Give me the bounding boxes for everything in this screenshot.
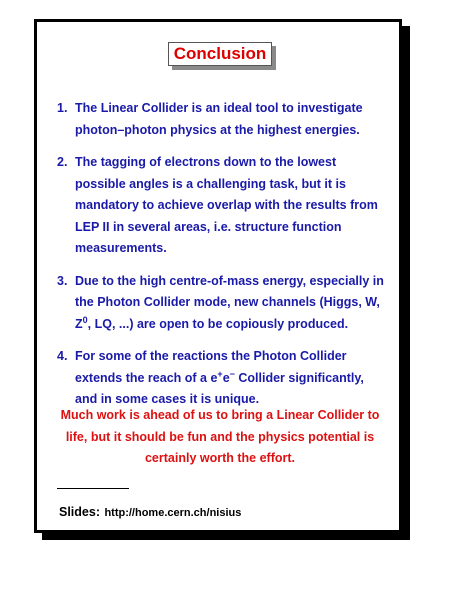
- superscript-plus: +: [217, 368, 223, 379]
- footnote-rule: [57, 488, 129, 489]
- slides-label: Slides:: [59, 505, 100, 519]
- item-text-b: Collider significantly, and in some cases it is unique.: [75, 370, 364, 406]
- item-text-b: , LQ, ...) are open to be copiously produced.: [87, 316, 349, 331]
- slide-frame: [34, 19, 402, 533]
- list-item: [57, 152, 389, 260]
- slides-footnote: [59, 503, 241, 521]
- item-number: 3.: [57, 273, 68, 288]
- item-text-a: For some of the reactions the Photon Collider extends the reach of a e: [75, 349, 347, 385]
- closing-statement: Much work is ahead of us to bring a Linear Collider to life, but it should be fun and the physics potential is certainly worth the effort.: [60, 408, 380, 465]
- list-item: [57, 98, 389, 141]
- superscript: 0: [82, 314, 88, 325]
- slides-url[interactable]: http://home.cern.ch/nisius: [104, 507, 242, 519]
- item-number: 1.: [57, 101, 68, 115]
- item-text-mid: e: [222, 370, 230, 385]
- list-item: [57, 346, 389, 411]
- item-number: 2.: [57, 155, 68, 169]
- item-number: 4.: [57, 349, 68, 363]
- list-item: [57, 271, 389, 336]
- title-box: [168, 42, 272, 66]
- item-text-a: Due to the high centre-of-mass energy, especially in the Photon Collider mode, new channels (Higgs, W, Z: [75, 273, 384, 331]
- slide-title: Conclusion: [168, 42, 272, 66]
- item-text: The Linear Collider is an ideal tool to investigate photon–photon physics at the highest energies.: [75, 101, 363, 137]
- superscript-minus: −: [229, 368, 235, 379]
- conclusion-list: [57, 98, 389, 422]
- item-text: The tagging of electrons down to the lowest possible angles is a challenging task, but it is mandatory to achieve overlap with the results from LEP II in several areas, i.e. structure function measurements.: [75, 155, 378, 255]
